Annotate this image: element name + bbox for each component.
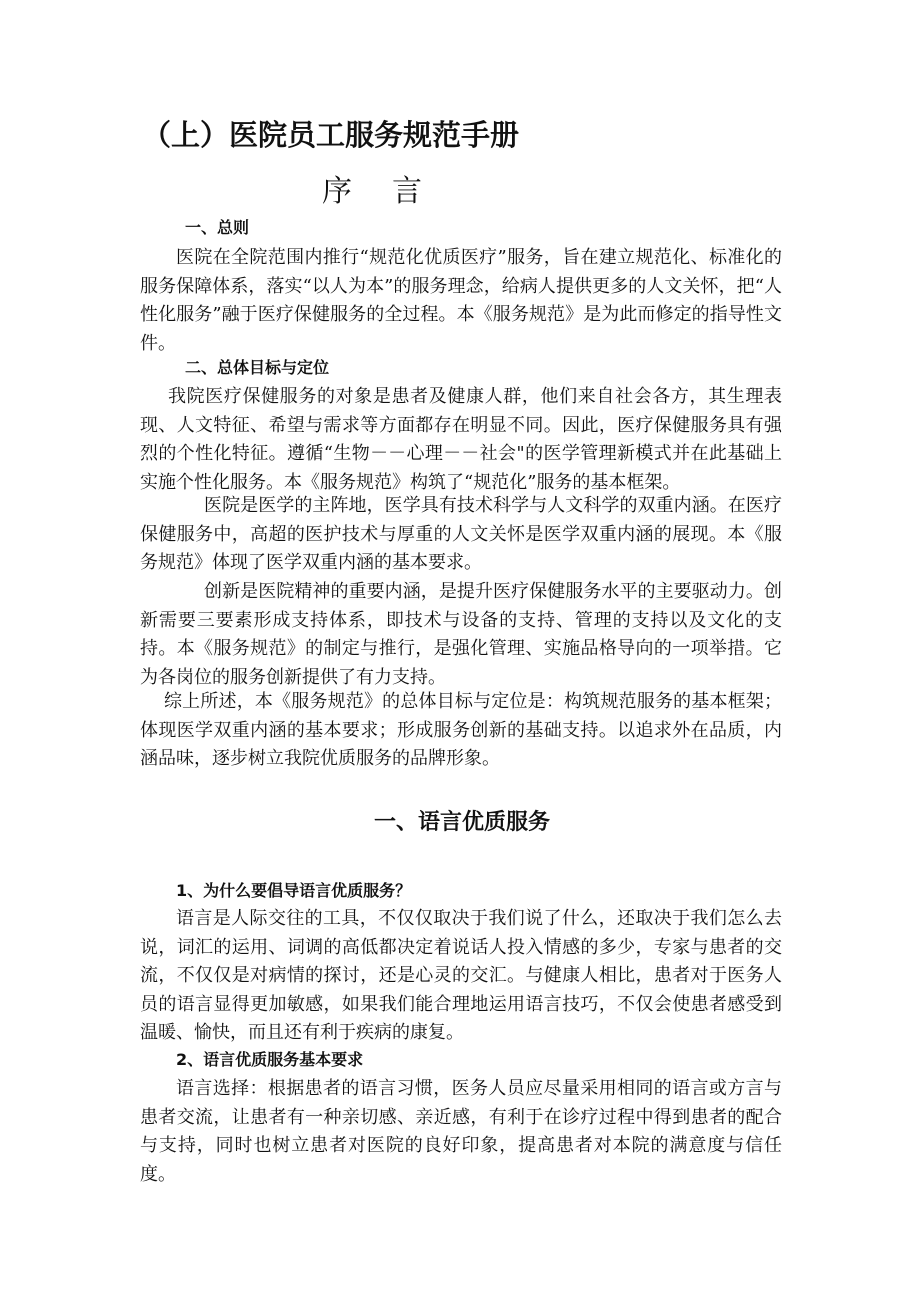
document-title: （上）医院员工服务规范手册: [142, 118, 520, 152]
section-heading-general: 一、总则: [185, 218, 250, 237]
paragraph-goals-1: 我院医疗保健服务的对象是患者及健康人群，他们来自社会各方，其生理表现、人文特征、希望与需求等方面都存在明显不同。因此，医疗保健服务具有强烈的个性化特征。遵循“生物－－心理－－社会"的医学管理新模式并在此基础上实施个性化服务。本《服务规范》构筑了“规范化”服务的基本框架。: [140, 386, 782, 493]
paragraph-goals-3: 创新是医院精神的重要内涵，是提升医疗保健服务水平的主要驱动力。创新需要三要素形成支持体系，即技术与设备的支持、管理的支持以及文化的支持。本《服务规范》的制定与推行，是强化管理、实施品格导向的一项举措。它为各岗位的服务创新提供了有力支持。: [140, 581, 782, 688]
paragraph-goals-2: 医院是医学的主阵地，医学具有技术科学与人文科学的双重内涵。在医疗保健服务中，高超的医护技术与厚重的人文关怀是医学双重内涵的展现。本《服务规范》体现了医学双重内涵的基本要求。: [140, 495, 782, 574]
preface-title: 序言: [322, 174, 462, 209]
chapter-title: 一、语言优质服务: [373, 810, 550, 835]
section-heading-goals: 二、总体目标与定位: [185, 358, 330, 377]
question-heading-2: 2、语言优质服务基本要求: [176, 1050, 364, 1069]
paragraph-goals-4: 综上所述，本《服务规范》的总体目标与定位是：构筑规范服务的基本框架；体现医学双重内涵的基本要求；形成服务创新的基础支持。以追求外在品质，内涵品味，逐步树立我院优质服务的品牌形象。: [140, 691, 782, 770]
paragraph-question-1: 语言是人际交往的工具，不仅仅取决于我们说了什么，还取决于我们怎么去说，词汇的运用、词调的高低都决定着说话人投入情感的多少，专家与患者的交流，不仅仅是对病情的探讨，还是心灵的交汇。与健康人相比，患者对于医务人员的语言显得更加敏感，如果我们能合理地运用语言技巧，不仅会使患者感受到温暖、愉快，而且还有利于疾病的康复。: [140, 908, 782, 1044]
paragraph-question-2: 语言选择：根据患者的语言习惯，医务人员应尽量采用相同的语言或方言与患者交流，让患者有一种亲切感、亲近感，有利于在诊疗过程中得到患者的配合与支持，同时也树立患者对医院的良好印象，提高患者对本院的满意度与信任度。: [140, 1078, 782, 1185]
paragraph-general: 医院在全院范围内推行“规范化优质医疗”服务，旨在建立规范化、标准化的服务保障体系，落实“以人为本”的服务理念，给病人提供更多的人文关怀，把“人性化服务”融于医疗保健服务的全过程。本《服务规范》是为此而修定的指导性文件。: [140, 247, 782, 354]
question-heading-1: 1、为什么要倡导语言优质服务？: [176, 881, 412, 900]
